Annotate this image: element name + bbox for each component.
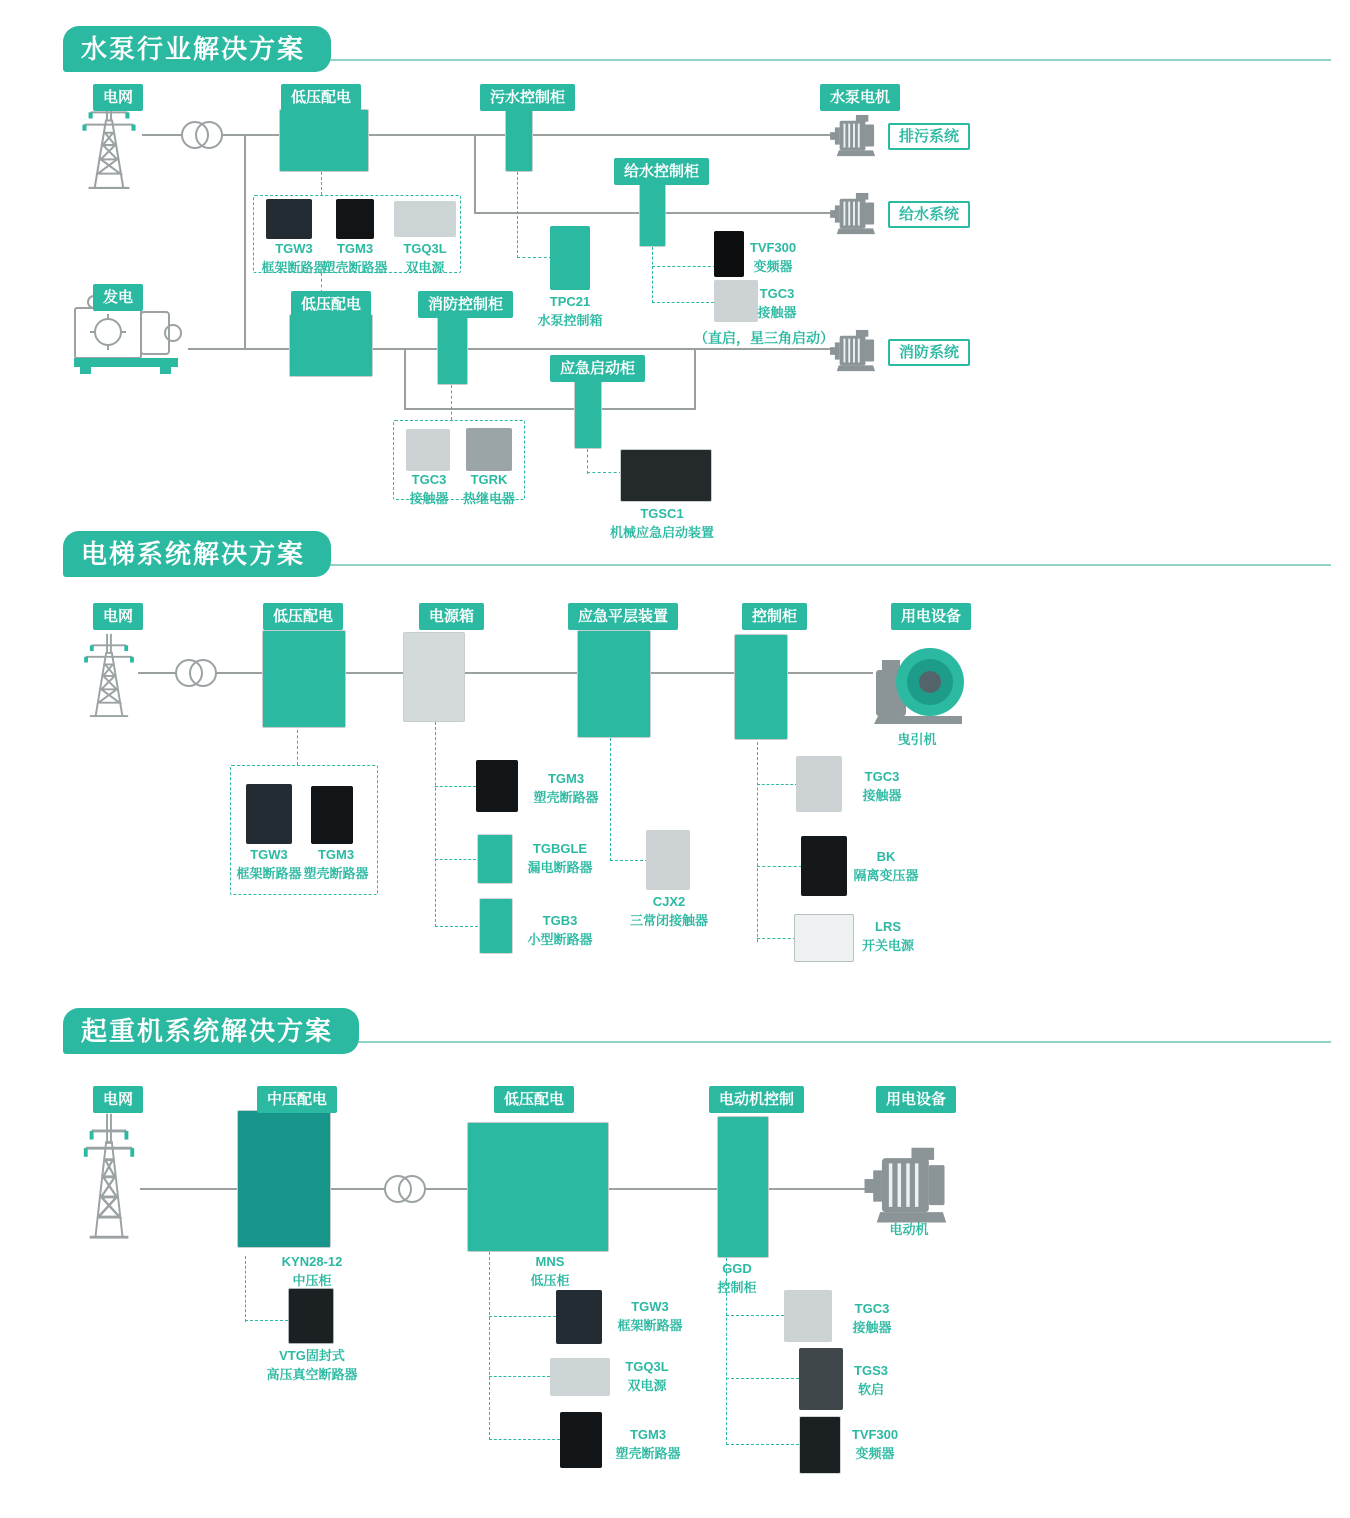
mns-lv-cabinet [467,1122,609,1252]
fire-control-cabinet [437,316,468,385]
dashed-link [435,722,436,927]
system-drain: 排污系统 [888,123,970,150]
node-water-cabinet: 给水控制柜 [614,158,709,185]
product-name: TGW3 [631,1299,669,1314]
connector-line [694,348,696,410]
leveling-device-cabinet [577,630,651,738]
emergency-start-cabinet [574,376,602,449]
product-name: TPC21 [549,294,591,309]
ggd-control-cabinet [717,1116,769,1258]
dashed-link [610,738,611,861]
control-cabinet [734,634,788,740]
mns-cabinet-label [500,1253,600,1291]
product-desc: 热继电器 [462,490,515,506]
product-tgs3-label [831,1362,911,1400]
product-bk-label [848,848,924,886]
product-tgm3b-image [476,760,518,812]
product-name: TGC3 [759,286,795,301]
connector-line [404,408,696,410]
dashed-link [757,784,798,785]
transmission-tower-icon [78,630,140,718]
lv-distribution-cabinet-1 [279,109,369,172]
sewage-control-cabinet [505,106,533,172]
node-grid-2: 电网 [93,603,143,630]
traction-machine-label [877,731,957,750]
product-desc: 机械应急启动装置 [609,524,714,540]
node-fire-cabinet: 消防控制柜 [418,291,513,318]
dashed-link [489,1252,490,1440]
product-name: TVF300 [851,1427,899,1442]
product-tvf300-label [835,1426,915,1464]
product-tpc21-image [550,226,590,290]
product-desc: 框架断路器 [617,1317,683,1333]
dashed-link [245,1256,246,1322]
product-desc: 高压真空断路器 [266,1366,358,1382]
product-vtg-label [242,1347,382,1385]
kyn-cabinet-label [262,1253,362,1291]
lv-distribution-cabinet-2 [289,314,373,377]
product-vtg-image [288,1288,334,1344]
product-tgc3-label [832,1300,912,1338]
product-name: TGB3 [542,913,578,928]
section2-title: 电梯系统解决方案 [63,531,331,577]
dashed-link [435,926,478,927]
product-name: TVF300 [749,240,797,255]
product-desc: 小型断路器 [527,931,593,947]
system-fire: 消防系统 [888,339,970,366]
connector-line [404,348,406,410]
product-name: TGC3 [864,769,900,784]
product-tgm3-image [311,786,353,844]
lv-distribution-cabinet [262,630,346,728]
product-tgc3-label [742,285,812,323]
product-tgbgle-image [477,834,513,884]
product-desc: 接触器 [852,1319,892,1335]
dashed-link [245,1320,288,1321]
product-desc: 接触器 [757,304,797,320]
product-desc: 软启 [857,1381,884,1397]
product-tgc3-image [796,756,842,812]
node-leveling-device: 应急平层装置 [568,603,678,630]
product-name: TGSC1 [640,506,684,521]
dashed-link [489,1376,550,1377]
product-desc: 塑壳断路器 [533,789,599,805]
product-tgsc1-image [620,449,712,502]
label-text: 曳引机 [897,732,937,747]
product-desc: 框架断路器 [261,259,327,275]
dashed-link [757,742,758,942]
product-name: TGM3 [336,241,374,256]
product-name: TGM3 [547,771,585,786]
dashed-link [757,866,802,867]
product-tgm3-label [608,1426,688,1464]
label-text: 电动机 [889,1222,929,1237]
node-lv-dist-3: 低压配电 [494,1086,574,1113]
transformer-icon [174,655,218,691]
dashed-link [435,859,476,860]
product-desc: 塑壳断路器 [322,259,388,275]
motor-label [869,1221,949,1240]
product-tgw3-image [266,199,312,239]
connector-line [474,134,476,214]
product-name: CJX2 [652,894,686,909]
electric-motor-icon [862,1146,954,1226]
product-tgc3-label [844,768,920,806]
dashed-link [297,730,298,765]
product-tgq3l-image [550,1358,610,1396]
dashed-link [652,247,653,303]
product-tgq3l-label [385,240,465,278]
node-generator: 发电 [93,284,143,311]
product-tgm3-label [315,240,395,278]
product-name: GGD [722,1261,752,1276]
node-control-cabinet: 控制柜 [742,603,807,630]
product-desc: 低压柜 [530,1272,570,1288]
product-tgm3-label [296,846,376,884]
product-name: TGRK [470,472,508,487]
product-tgq3l-label [607,1358,687,1396]
dashed-link [489,1439,560,1440]
product-desc: 变频器 [855,1445,895,1461]
product-desc: 塑壳断路器 [615,1445,681,1461]
product-name: TGC3 [854,1301,890,1316]
pump-motor-icon [830,114,878,158]
dashed-link [726,1444,799,1445]
product-tgb3-image [479,898,513,954]
dashed-link [652,302,714,303]
node-load-3: 用电设备 [876,1086,956,1113]
product-name: TGC3 [411,472,447,487]
product-desc: 双电源 [405,259,445,275]
node-motor-control: 电动机控制 [709,1086,804,1113]
water-supply-cabinet [639,182,666,247]
product-cjx2-label [625,893,713,931]
product-name: KYN28-12 [281,1254,343,1269]
product-desc: 框架断路器 [236,865,302,881]
system-water: 给水系统 [888,201,970,228]
product-tgc3-image [784,1290,832,1342]
node-power-box: 电源箱 [419,603,484,630]
node-lv-dist-1: 低压配电 [281,84,361,111]
dashed-link [517,172,518,258]
product-cjx2-image [646,830,690,890]
product-name: BK [876,849,896,864]
product-desc: 接触器 [862,787,902,803]
dashed-link [726,1315,784,1316]
node-load: 用电设备 [891,603,971,630]
product-name: TGW3 [275,241,313,256]
product-tgw3-label [610,1298,690,1336]
dashed-link [757,938,796,939]
product-lrs-label [850,918,926,956]
product-desc: 接触器 [409,490,449,506]
product-name: MNS [535,1254,565,1269]
product-desc: 变频器 [753,258,793,274]
dashed-link [610,860,648,861]
product-desc: 三常闭接触器 [629,912,708,928]
traction-machine-icon [870,636,970,730]
product-tgm3-image [560,1412,602,1468]
transformer-icon [383,1171,427,1207]
ggd-cabinet-label [687,1260,787,1298]
dashed-link [726,1378,799,1379]
product-desc: 双电源 [627,1377,667,1393]
pump-motor-icon [830,192,878,236]
product-name: TGS3 [854,1363,888,1378]
transformer-icon [180,117,224,153]
dashed-link [489,1316,556,1317]
product-name: TGBGLE [532,841,588,856]
product-tgc3b-image [406,429,450,471]
dashed-link [321,172,322,195]
mv-cabinet-kyn28 [237,1110,331,1248]
product-name: TGQ3L [625,1359,669,1374]
product-tgm3-image [336,199,374,239]
product-bk-image [801,836,847,896]
product-name: VTG固封式 [279,1348,345,1363]
start-mode-note: （直启，星三角启动） [694,330,834,346]
product-tgq3l-image [394,201,456,237]
product-lrs-image [794,914,854,962]
connector-line [188,348,834,350]
transmission-tower-icon [78,1108,140,1240]
product-desc: 开关电源 [861,937,914,953]
dashed-link [652,266,716,267]
product-name: TGQ3L [403,241,447,256]
power-box [403,632,465,722]
node-mv-dist: 中压配电 [257,1086,337,1113]
product-desc: 塑壳断路器 [303,865,369,881]
product-tgsc1-label [602,505,722,543]
product-tpc21-label [530,293,610,331]
product-name: TGM3 [317,847,355,862]
connector-line [244,134,246,350]
dashed-link [587,472,622,473]
product-name: LRS [875,919,901,934]
node-emergency-cabinet: 应急启动柜 [550,355,645,382]
product-desc: 漏电断路器 [527,859,593,875]
product-tgrk-image [466,428,512,471]
product-tgbgle-label [518,840,602,878]
node-grid-1: 电网 [93,84,143,111]
node-pump-motor: 水泵电机 [820,84,900,111]
product-desc: 水泵控制箱 [537,312,603,328]
dashed-link [587,449,588,474]
node-lv-dist: 低压配电 [263,603,343,630]
product-tvf300-label [738,239,808,277]
product-desc: 控制柜 [717,1279,757,1295]
section3-title: 起重机系统解决方案 [63,1008,359,1054]
product-name: TGM3 [629,1427,667,1442]
dashed-link [517,257,552,258]
section1-title: 水泵行业解决方案 [63,26,331,72]
dashed-link [451,385,452,420]
dashed-link [435,786,476,787]
product-tgrk-label [449,471,529,509]
product-tgw3-image [246,784,292,844]
product-tgm3b-label [526,770,606,808]
product-desc: 中压柜 [292,1272,332,1288]
product-tgw3-image [556,1290,602,1344]
product-name: TGW3 [250,847,288,862]
node-grid-3: 电网 [93,1086,143,1113]
node-sewage-cabinet: 污水控制柜 [480,84,575,111]
node-lv-dist-2: 低压配电 [291,291,371,318]
product-tgb3-label [520,912,600,950]
product-desc: 隔离变压器 [853,867,919,883]
